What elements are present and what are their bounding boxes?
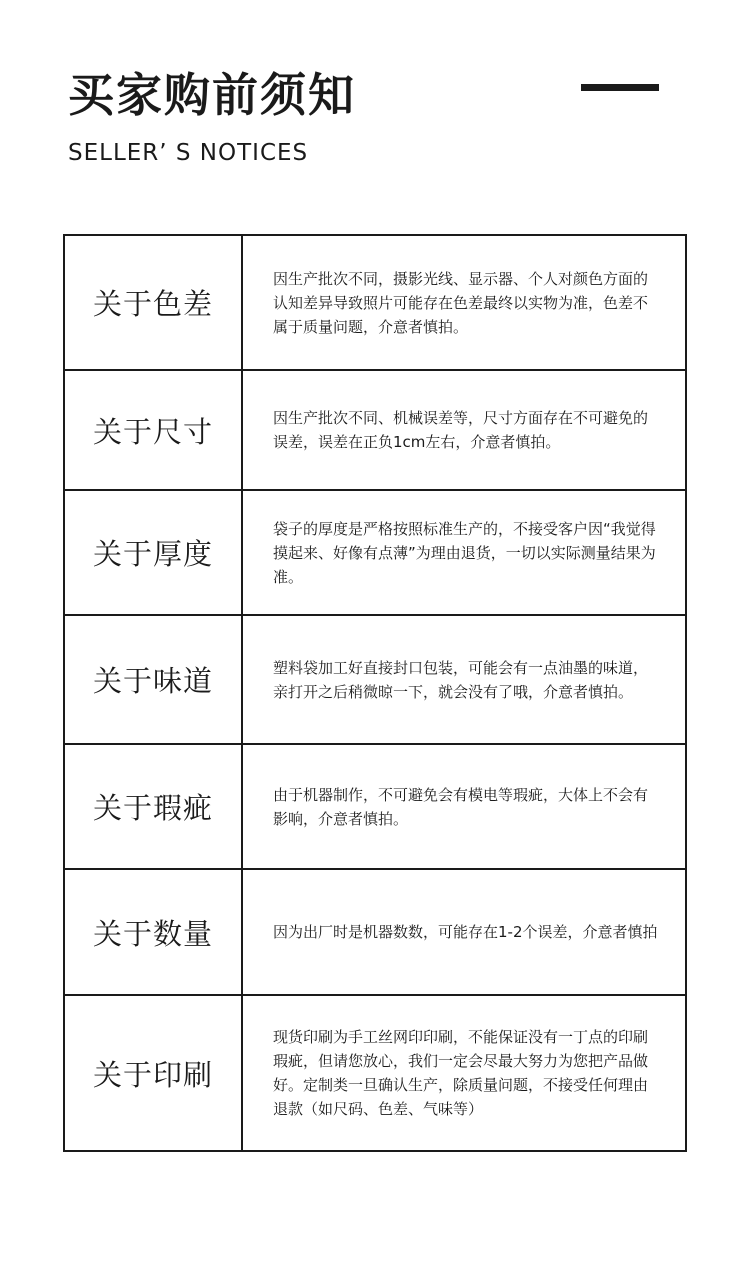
notice-label-quantity: 关于数量 xyxy=(65,870,243,994)
notice-row-defects xyxy=(65,745,685,870)
notice-row-thickness xyxy=(65,491,685,616)
notice-text-size: 因生产批次不同、机械误差等，尺寸方面存在不可避免的误差，误差在正负1cm左右，介意者慎拍。 xyxy=(273,409,649,451)
notice-text-color-difference: 因生产批次不同，摄影光线、显示器、个人对颜色方面的认知差异导致照片可能存在色差最终以实物为准，色差不属于质量问题，介意者慎拍。 xyxy=(273,269,649,336)
page-title: 买家购前须知 xyxy=(68,68,356,122)
notice-label-odor: 关于味道 xyxy=(65,616,243,743)
notice-label-size: 关于尺寸 xyxy=(65,371,243,489)
notice-text-quantity: 因为出厂时是机器数数，可能存在1-2个误差，介意者慎拍 xyxy=(273,923,658,941)
notice-row-printing xyxy=(65,996,685,1150)
notice-table xyxy=(63,234,687,1152)
notice-text-defects: 由于机器制作，不可避免会有模电等瑕疵，大体上不会有影响，介意者慎拍。 xyxy=(273,785,649,828)
notice-row-color-difference xyxy=(65,236,685,371)
notice-text-thickness: 袋子的厚度是严格按照标准生产的，不接受客户因“我觉得摸起来、好像有点薄”为理由退货，一切以实际测量结果为准。 xyxy=(273,519,656,586)
notice-label-printing: 关于印刷 xyxy=(65,996,243,1150)
notice-label-thickness: 关于厚度 xyxy=(65,491,243,614)
notice-label-defects: 关于瑕疵 xyxy=(65,745,243,868)
notice-row-size xyxy=(65,371,685,491)
notice-text-printing: 现货印刷为手工丝网印印刷，不能保证没有一丁点的印刷瑕疵，但请您放心，我们一定会尽最大努力为您把产品做好。定制类一旦确认生产，除质量问题，不接受任何理由退款（如尺码、色差、气味等） xyxy=(273,1028,649,1118)
notice-label-color-difference: 关于色差 xyxy=(65,236,243,369)
notice-row-quantity xyxy=(65,870,685,996)
notice-row-odor xyxy=(65,616,685,745)
accent-bar xyxy=(581,84,659,91)
page-subtitle: SELLER’ S NOTICES xyxy=(68,140,309,166)
notice-text-odor: 塑料袋加工好直接封口包装，可能会有一点油墨的味道，亲打开之后稍微晾一下，就会没有了哦，介意者慎拍。 xyxy=(273,658,649,701)
